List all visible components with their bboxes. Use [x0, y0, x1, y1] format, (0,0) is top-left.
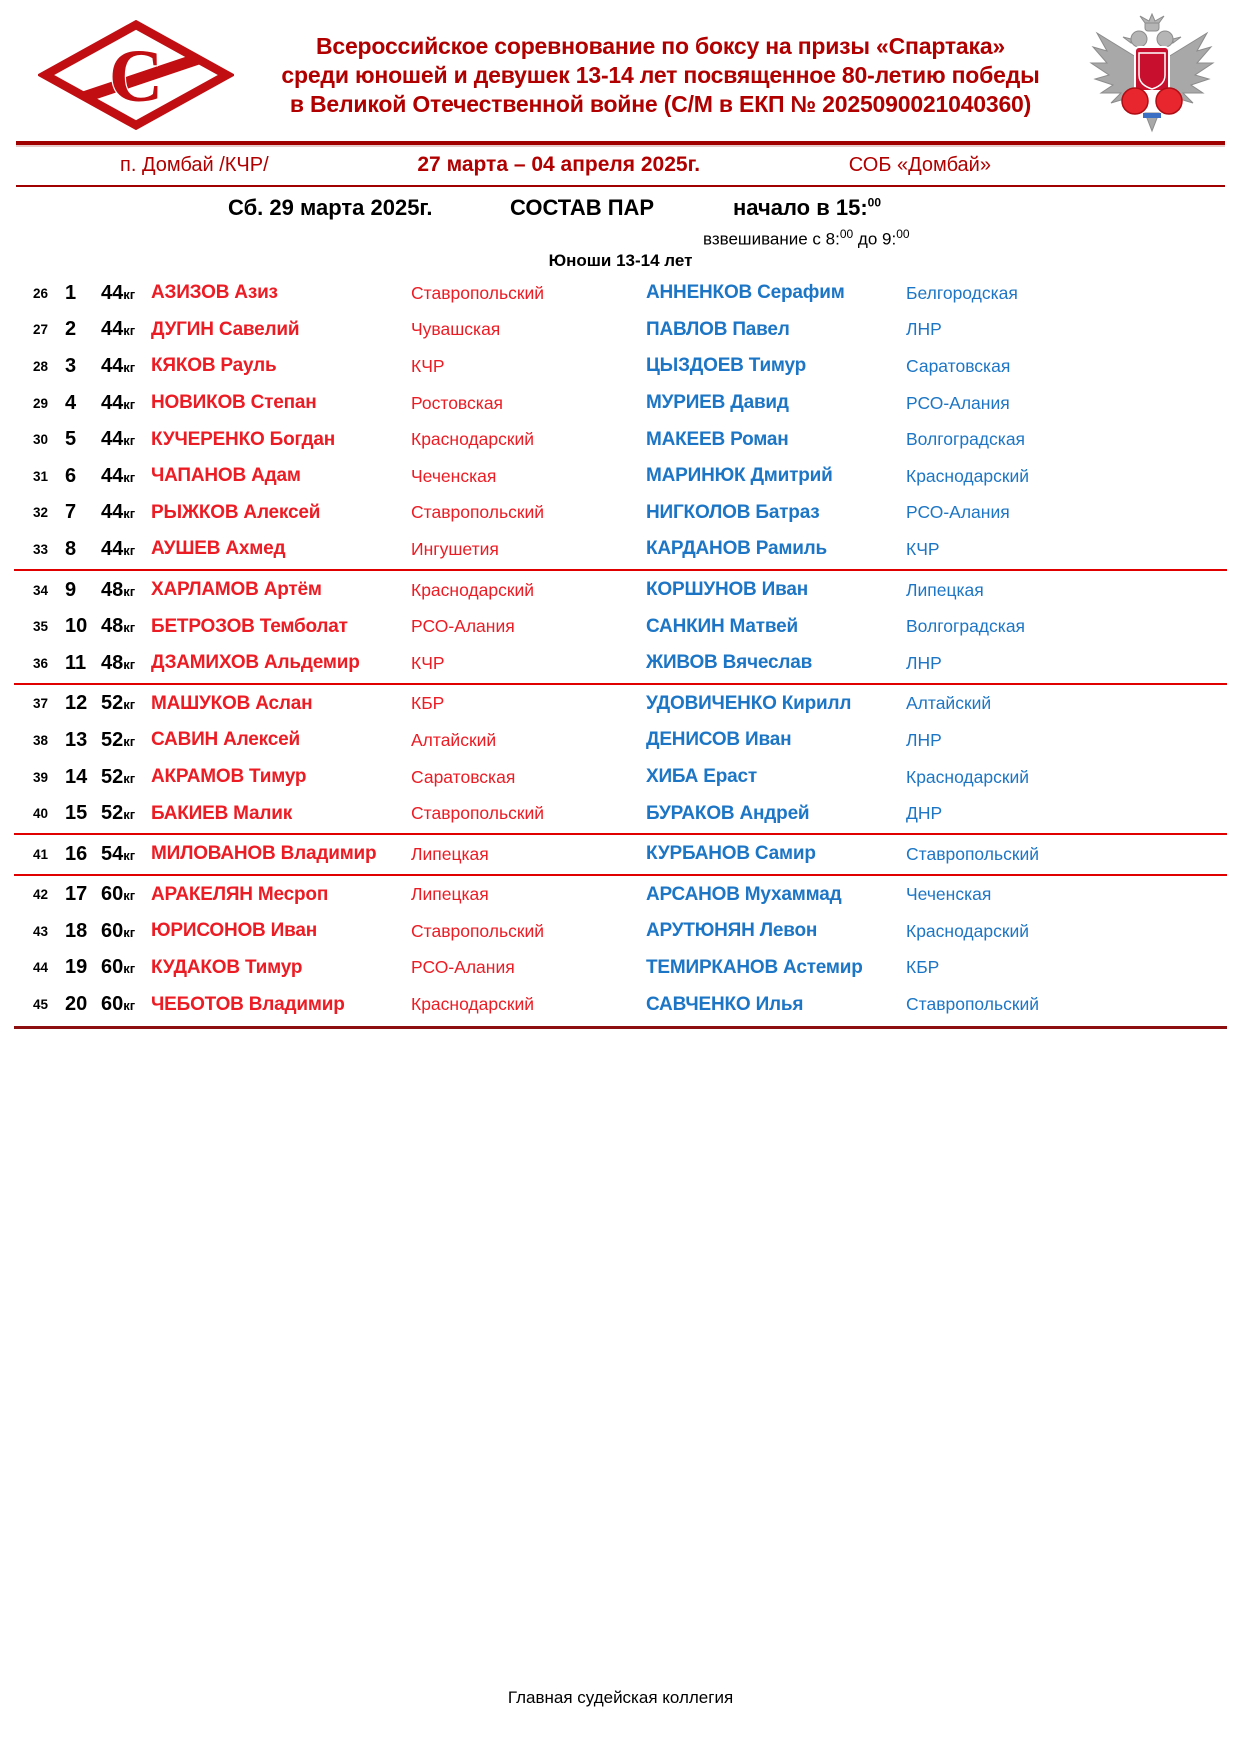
document-title: СОСТАВ ПАР: [510, 195, 655, 220]
bout-number: 8: [65, 537, 77, 560]
weight-class: 44кг: [101, 464, 136, 487]
protocol-number: 37: [33, 696, 49, 712]
protocol-number: 31: [33, 468, 49, 484]
protocol-number: 39: [33, 769, 49, 785]
bouts-table: [0, 275, 1241, 1029]
blue-corner-name: МУРИЕВ Давид: [646, 392, 789, 414]
red-corner-name: ЧЕБОТОВ Владимир: [151, 993, 345, 1015]
weight-class: 48кг: [101, 578, 136, 601]
blue-corner-name: ПАВЛОВ Павел: [646, 318, 790, 340]
weighing-text-2: до 9:: [853, 229, 897, 249]
red-corner-name: САВИН Алексей: [151, 729, 300, 751]
protocol-number: 29: [33, 395, 49, 411]
blue-corner-name: ДЕНИСОВ Иван: [646, 729, 792, 751]
weight-class: 44кг: [101, 318, 136, 341]
weight-group-divider: [14, 569, 1227, 571]
protocol-number: 38: [33, 732, 49, 748]
blue-corner-region: ЛНР: [906, 652, 942, 673]
weight-class: 60кг: [101, 919, 136, 942]
protocol-number: 35: [33, 619, 49, 635]
weight-unit: кг: [123, 924, 136, 940]
weight-class: 44кг: [101, 354, 136, 377]
weight-group-divider: [14, 874, 1227, 876]
bout-row: [0, 608, 1241, 645]
protocol-number: 40: [33, 806, 49, 822]
weight-unit: кг: [123, 847, 136, 863]
weight-class: 52кг: [101, 802, 136, 825]
blue-corner-region: Волгоградская: [906, 429, 1026, 450]
bout-number: 5: [65, 428, 77, 451]
red-corner-name: БЕТРОЗОВ Темболат: [151, 615, 348, 637]
bout-number: 18: [65, 919, 88, 942]
weight-unit: кг: [123, 697, 136, 713]
blue-corner-name: АРСАНОВ Мухаммад: [646, 883, 842, 905]
protocol-number: 30: [33, 432, 49, 448]
weight-unit: кг: [123, 469, 136, 485]
bout-row: [0, 458, 1241, 495]
red-corner-name: ЧАПАНОВ Адам: [151, 465, 301, 487]
weight-group-divider: [14, 833, 1227, 835]
bout-number: 15: [65, 802, 88, 825]
weight-unit: кг: [123, 807, 136, 823]
red-corner-name: КУЧЕРЕНКО Богдан: [151, 428, 335, 450]
blue-corner-region: КЧР: [906, 538, 940, 559]
bout-number: 6: [65, 464, 77, 487]
red-corner-region: Саратовская: [411, 766, 516, 787]
bout-row: [0, 686, 1241, 723]
blue-corner-region: ДНР: [906, 803, 943, 824]
blue-corner-region: ЛНР: [906, 729, 942, 750]
blue-corner-region: КБР: [906, 957, 940, 978]
blue-corner-region: Краснодарский: [906, 465, 1030, 486]
bout-number: 1: [65, 281, 77, 304]
weight-unit: кг: [123, 888, 136, 904]
weight-unit: кг: [123, 286, 136, 302]
weight-class: 44кг: [101, 281, 136, 304]
weight-unit: кг: [123, 542, 136, 558]
age-group-title: Юноши 13-14 лет: [548, 251, 693, 270]
red-corner-name: НОВИКОВ Степан: [151, 392, 317, 414]
blue-corner-name: БУРАКОВ Андрей: [646, 802, 810, 824]
weighing-sup-2: 00: [896, 227, 910, 241]
weight-unit: кг: [123, 733, 136, 749]
red-corner-name: КЯКОВ Рауль: [151, 355, 277, 377]
blue-corner-name: НИГКОЛОВ Батраз: [646, 501, 820, 523]
bout-row: [0, 495, 1241, 532]
red-corner-region: РСО-Алания: [411, 616, 515, 637]
weight-class: 44кг: [101, 501, 136, 524]
red-corner-region: Ингушетия: [411, 538, 499, 559]
bout-number: 7: [65, 501, 77, 524]
weight-class: 52кг: [101, 692, 136, 715]
protocol-number: 44: [33, 960, 49, 976]
bout-number: 14: [65, 765, 88, 788]
red-corner-region: Ставропольский: [411, 920, 545, 941]
red-corner-name: КУДАКОВ Тимур: [151, 956, 303, 978]
start-time-text: начало в 15:: [733, 195, 868, 220]
red-corner-name: АУШЕВ Ахмед: [151, 538, 286, 560]
bout-row: [0, 531, 1241, 568]
weight-unit: кг: [123, 506, 136, 522]
blue-corner-region: Алтайский: [906, 693, 992, 714]
protocol-number: 42: [33, 887, 49, 903]
weight-class: 60кг: [101, 956, 136, 979]
red-corner-region: Краснодарский: [411, 429, 535, 450]
blue-corner-name: АННЕНКОВ Серафим: [646, 282, 845, 304]
red-corner-region: КЧР: [411, 652, 445, 673]
blue-corner-name: КУРБАНОВ Самир: [646, 843, 816, 865]
blue-corner-name: АРУТЮНЯН Левон: [646, 920, 818, 942]
bout-row: [0, 836, 1241, 873]
bout-row: [0, 645, 1241, 682]
weight-class: 60кг: [101, 883, 136, 906]
red-corner-name: ЮРИСОНОВ Иван: [151, 920, 317, 942]
blue-corner-region: ЛНР: [906, 319, 942, 340]
title-line-1: Всероссийское соревнование по боксу на призы «Спартака»: [315, 32, 1006, 59]
blue-corner-region: Краснодарский: [906, 920, 1030, 941]
session-meta: [0, 187, 1241, 275]
weight-class: 52кг: [101, 765, 136, 788]
weight-class: 48кг: [101, 651, 136, 674]
event-info-row: [0, 145, 1241, 185]
bout-row: [0, 275, 1241, 312]
session-start-time: [733, 195, 881, 221]
title-line-3: в Великой Отечественной войне (С/М в ЕКП № 2025090021040360): [289, 90, 1032, 117]
bout-number: 10: [65, 615, 88, 638]
blue-corner-name: ЦЫЗДОЕВ Тимур: [646, 355, 807, 377]
red-corner-region: КЧР: [411, 355, 445, 376]
protocol-number: 43: [33, 923, 49, 939]
protocol-number: 36: [33, 655, 49, 671]
red-corner-region: Ставропольский: [411, 282, 545, 303]
bout-number: 11: [65, 651, 87, 674]
red-corner-name: ХАРЛАМОВ Артём: [151, 579, 322, 601]
weight-class: 54кг: [101, 842, 136, 865]
red-corner-region: Липецкая: [411, 884, 489, 905]
red-corner-region: Краснодарский: [411, 994, 535, 1015]
protocol-number: 32: [33, 505, 49, 521]
weight-unit: кг: [123, 583, 136, 599]
red-corner-region: Ростовская: [411, 392, 504, 413]
weight-unit: кг: [123, 961, 136, 977]
weight-class: 48кг: [101, 615, 136, 638]
bout-row: [0, 421, 1241, 458]
bout-row: [0, 312, 1241, 349]
weighing-sup-1: 00: [839, 227, 854, 241]
red-corner-region: КБР: [411, 693, 445, 714]
protocol-number: 28: [33, 358, 49, 374]
blue-corner-region: Краснодарский: [906, 766, 1030, 787]
blue-corner-name: МАРИНЮК Дмитрий: [646, 465, 833, 487]
red-corner-name: АЗИЗОВ Азиз: [151, 282, 278, 304]
weight-group-divider: [14, 683, 1227, 685]
red-corner-region: Ставропольский: [411, 803, 545, 824]
page-header: [0, 0, 1241, 140]
bout-number: 2: [65, 318, 77, 341]
bout-row: [0, 913, 1241, 950]
weight-unit: кг: [123, 656, 136, 672]
event-dates: 27 марта – 04 апреля 2025г.: [417, 153, 701, 176]
bout-row: [0, 572, 1241, 609]
weight-unit: кг: [123, 998, 136, 1014]
red-corner-name: АРАКЕЛЯН Месроп: [151, 883, 329, 905]
red-corner-region: РСО-Алания: [411, 957, 515, 978]
blue-corner-region: Белгородская: [906, 282, 1018, 303]
footer-signature: Главная судейская коллегия: [507, 1688, 734, 1707]
bout-number: 3: [65, 354, 77, 377]
weight-unit: кг: [123, 620, 136, 636]
blue-corner-name: ТЕМИРКАНОВ Астемир: [646, 956, 863, 978]
blue-corner-name: КОРШУНОВ Иван: [646, 579, 808, 601]
weight-class: 44кг: [101, 537, 136, 560]
bout-number: 16: [65, 842, 88, 865]
title-line-2: среди юношей и девушек 13-14 лет посвященное 80-летию победы: [281, 61, 1040, 88]
red-corner-region: Чувашская: [411, 319, 501, 340]
weight-unit: кг: [123, 323, 136, 339]
blue-corner-name: ХИБА Ераст: [646, 766, 757, 788]
bout-row: [0, 795, 1241, 832]
blue-corner-region: Чеченская: [906, 884, 992, 905]
blue-corner-region: Липецкая: [906, 579, 984, 600]
protocol-number: 45: [33, 997, 49, 1013]
red-corner-name: АКРАМОВ Тимур: [151, 766, 307, 788]
blue-corner-region: Ставропольский: [906, 994, 1040, 1015]
protocol-number: 27: [33, 322, 49, 338]
spartak-logo-icon: [38, 20, 234, 130]
blue-corner-name: КАРДАНОВ Рамиль: [646, 538, 828, 560]
bout-number: 17: [65, 883, 88, 906]
competition-title: [234, 32, 1087, 119]
red-corner-region: Чеченская: [411, 465, 497, 486]
blue-corner-region: Волгоградская: [906, 616, 1026, 637]
blue-corner-region: РСО-Алания: [906, 502, 1010, 523]
weight-unit: кг: [123, 396, 136, 412]
red-corner-name: РЫЖКОВ Алексей: [151, 501, 321, 523]
blue-corner-name: МАКЕЕВ Роман: [646, 428, 789, 450]
bout-row: [0, 950, 1241, 987]
red-corner-name: МИЛОВАНОВ Владимир: [151, 843, 377, 865]
red-corner-region: Липецкая: [411, 843, 489, 864]
session-date: Сб. 29 марта 2025г.: [228, 195, 433, 220]
event-location: п. Домбай /КЧР/: [120, 153, 269, 176]
bout-row: [0, 877, 1241, 914]
bout-number: 4: [65, 391, 77, 414]
blue-corner-region: Саратовская: [906, 355, 1011, 376]
bout-row: [0, 759, 1241, 796]
weight-unit: кг: [123, 433, 136, 449]
weighing-text-1: взвешивание с 8:: [703, 229, 840, 249]
blue-corner-name: УДОВИЧЕНКО Кирилл: [646, 692, 852, 714]
weight-class: 60кг: [101, 993, 136, 1016]
blue-corner-region: РСО-Алания: [906, 392, 1010, 413]
boxing-federation-eagle-icon: [1087, 13, 1217, 137]
blue-corner-name: ЖИВОВ Вячеслав: [646, 652, 813, 674]
svg-text:С: С: [108, 35, 164, 119]
bout-row: [0, 986, 1241, 1023]
bout-number: 9: [65, 578, 77, 601]
protocol-number: 41: [33, 846, 49, 862]
red-corner-name: ДЗАМИХОВ Альдемир: [151, 652, 360, 674]
protocol-number: 33: [33, 541, 49, 557]
bout-row: [0, 385, 1241, 422]
red-corner-name: ДУГИН Савелий: [151, 318, 300, 340]
bout-row: [0, 722, 1241, 759]
weight-class: 52кг: [101, 728, 136, 751]
bout-number: 20: [65, 993, 88, 1016]
protocol-number: 26: [33, 285, 49, 301]
red-corner-region: Ставропольский: [411, 502, 545, 523]
protocol-number: 34: [33, 582, 49, 598]
weight-unit: кг: [123, 770, 136, 786]
red-corner-region: Алтайский: [411, 729, 497, 750]
weight-class: 44кг: [101, 391, 136, 414]
weight-unit: кг: [123, 359, 136, 375]
event-venue: СОБ «Домбай»: [848, 153, 991, 176]
weighing-time: [703, 227, 910, 250]
red-corner-name: МАШУКОВ Аслан: [151, 692, 313, 714]
bout-number: 12: [65, 692, 88, 715]
table-end-line: [14, 1026, 1227, 1029]
bout-row: [0, 348, 1241, 385]
blue-corner-region: Ставропольский: [906, 843, 1040, 864]
red-corner-region: Краснодарский: [411, 579, 535, 600]
weight-class: 44кг: [101, 428, 136, 451]
bout-number: 19: [65, 956, 88, 979]
bout-number: 13: [65, 728, 88, 751]
start-time-minutes: 00: [867, 195, 882, 210]
blue-corner-name: САВЧЕНКО Илья: [646, 993, 804, 1015]
red-corner-name: БАКИЕВ Малик: [151, 802, 293, 824]
blue-corner-name: САНКИН Матвей: [646, 615, 798, 637]
